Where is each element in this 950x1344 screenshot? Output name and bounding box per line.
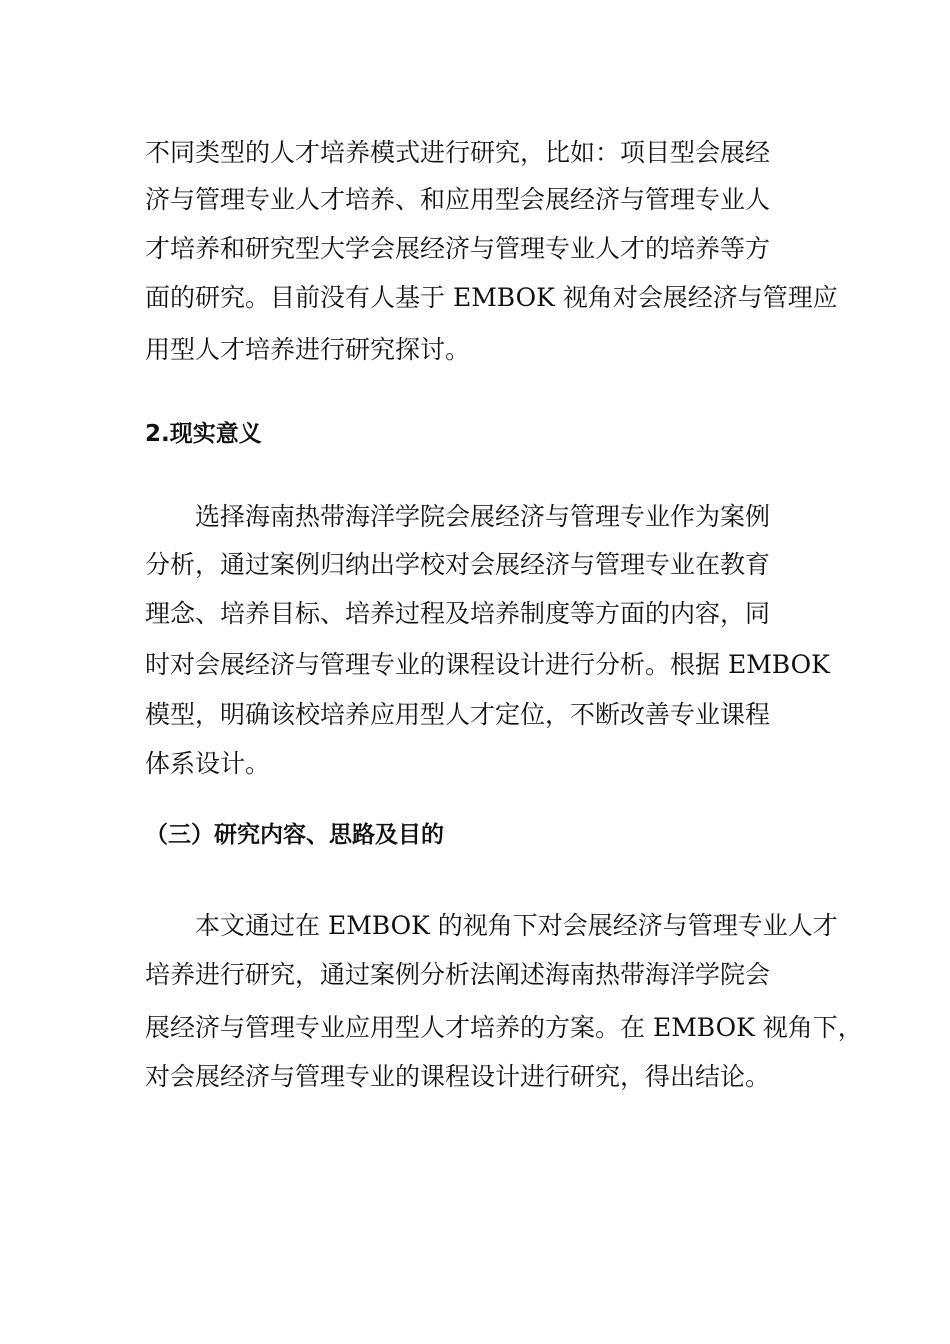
paragraph-2-line: 时对会展经济与管理专业的课程设计进行分析。根据 EMBOK bbox=[145, 650, 830, 679]
paragraph-3-line: 本文通过在 EMBOK 的视角下对会展经济与管理专业人才 bbox=[195, 911, 838, 940]
paragraph-3-line: 对会展经济与管理专业的课程设计进行研究，得出结论。 bbox=[145, 1062, 771, 1091]
section-heading-practical-significance: 2.现实意义 bbox=[145, 421, 262, 447]
paragraph-2-line: 选择海南热带海洋学院会展经济与管理专业作为案例 bbox=[195, 502, 771, 531]
paragraph-1-line: 面的研究。目前没有人基于 EMBOK 视角对会展经济与管理应 bbox=[145, 283, 838, 312]
paragraph-3-line: 展经济与管理专业应用型人才培养的方案。在 EMBOK 视角下， bbox=[145, 1013, 863, 1042]
paragraph-2-line: 模型，明确该校培养应用型人才定位，不断改善专业课程 bbox=[145, 700, 771, 729]
paragraph-1-line: 不同类型的人才培养模式进行研究，比如：项目型会展经 bbox=[145, 138, 771, 167]
paragraph-1-line: 济与管理专业人才培养、和应用型会展经济与管理专业人 bbox=[145, 185, 771, 214]
section-heading-research-content: （三）研究内容、思路及目的 bbox=[145, 822, 444, 848]
paragraph-1-line: 用型人才培养进行研究探讨。 bbox=[145, 335, 471, 364]
paragraph-2-line: 分析，通过案例归纳出学校对会展经济与管理专业在教育 bbox=[145, 550, 771, 579]
paragraph-1-line: 才培养和研究型大学会展经济与管理专业人才的培养等方 bbox=[145, 234, 771, 263]
paragraph-2-line: 理念、培养目标、培养过程及培养制度等方面的内容，同 bbox=[145, 599, 771, 628]
paragraph-2-line: 体系设计。 bbox=[145, 749, 271, 778]
paragraph-3-line: 培养进行研究，通过案例分析法阐述海南热带海洋学院会 bbox=[145, 960, 771, 989]
